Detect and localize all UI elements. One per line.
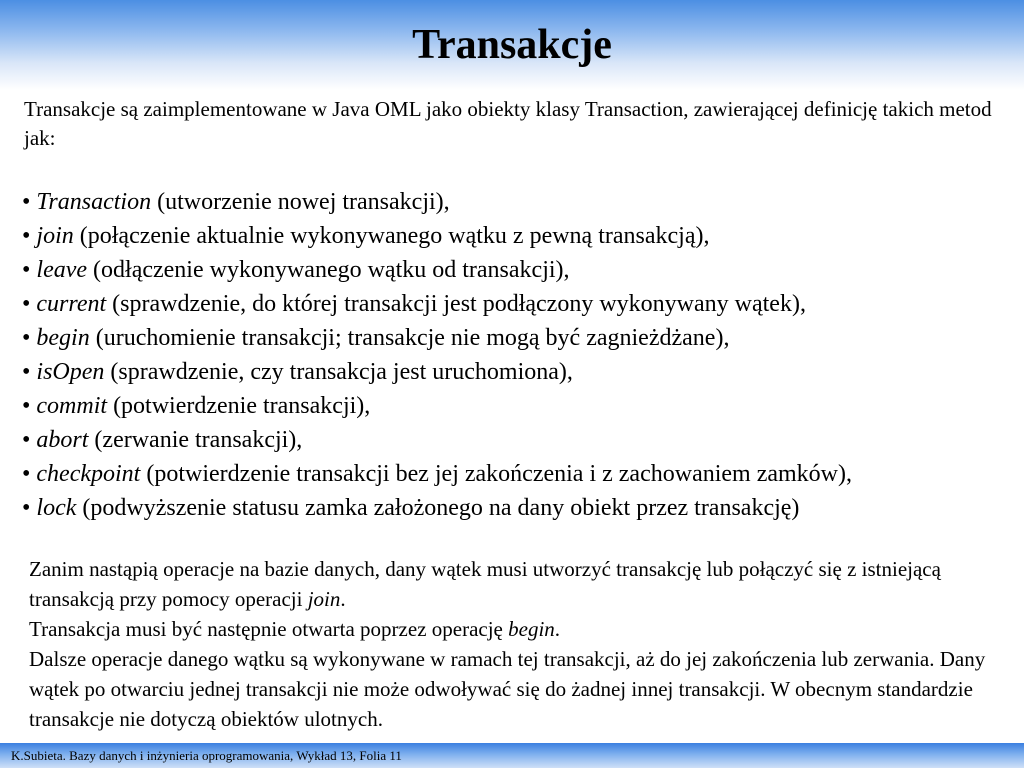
method-description: (uruchomienie transakcji; transakcje nie mogą być zagnieżdżane), xyxy=(95,325,730,351)
notes-paragraph-3: Dalsze operacje danego wątku są wykonywane w ramach tej transakcji, aż do jej zakończenia lub zerwania. Dany wątek po otwarciu jednej transakcji nie może odwoływać się do żadnej innej transakcji. W obecnym standardzie transakcje nie dotyczą obiektów ulotnych. xyxy=(29,647,986,731)
intro-paragraph: Transakcje są zaimplementowane w Java OML jako obiekty klasy Transaction, zawierającej definicję takich metod jak: xyxy=(24,97,992,150)
method-description: (sprawdzenie, czy transakcja jest uruchomiona), xyxy=(110,359,573,385)
method-name: Transaction xyxy=(36,189,152,215)
method-name: abort xyxy=(36,427,89,453)
notes-paragraph-2 xyxy=(29,614,1009,644)
bullet-marker: • xyxy=(22,495,31,521)
method-item xyxy=(22,321,1012,355)
notes-text: Zanim nastąpią operacje na bazie danych, dany wątek musi utworzyć transakcję lub połączyć się z istniejącą transakcją przy pomocy operacji xyxy=(29,557,941,611)
method-name: current xyxy=(36,291,107,317)
method-item xyxy=(22,253,1012,287)
notes-operation-name: begin xyxy=(508,617,555,641)
notes-punct: . xyxy=(554,617,561,641)
method-item xyxy=(22,185,1012,219)
bullet-marker: • xyxy=(22,359,31,385)
notes-operation-name: join xyxy=(307,587,341,611)
slide-title: Transakcje xyxy=(412,22,612,68)
footer-caption: K.Subieta. Bazy danych i inżynieria oprogramowania, Wykład 13, Folia 11 xyxy=(11,748,402,763)
bullet-marker: • xyxy=(22,257,31,283)
method-item xyxy=(22,355,1012,389)
method-list xyxy=(22,185,1012,525)
method-description: (podwyższenie statusu zamka założonego na dany obiekt przez transakcję) xyxy=(82,495,800,521)
method-item xyxy=(22,457,1012,491)
notes-punct: . xyxy=(340,587,346,611)
method-name: join xyxy=(36,223,74,249)
notes-paragraph-1 xyxy=(29,554,1009,614)
method-description: (potwierdzenie transakcji bez jej zakończenia i z zachowaniem zamków), xyxy=(146,461,853,487)
footer-band xyxy=(0,743,1024,768)
method-description: (połączenie aktualnie wykonywanego wątku z pewną transakcją), xyxy=(79,223,710,249)
bullet-marker: • xyxy=(22,291,31,317)
method-item xyxy=(22,287,1012,321)
method-item xyxy=(22,219,1012,253)
bullet-marker: • xyxy=(22,223,31,249)
method-description: (odłączenie wykonywanego wątku od transakcji), xyxy=(93,257,570,283)
notes-section xyxy=(29,554,1009,734)
method-description: (zerwanie transakcji), xyxy=(94,427,303,453)
method-name: commit xyxy=(36,393,108,419)
method-name: begin xyxy=(36,325,90,351)
bullet-marker: • xyxy=(22,189,31,215)
method-item xyxy=(22,491,1012,525)
bullet-marker: • xyxy=(22,325,31,351)
method-item xyxy=(22,389,1012,423)
bullet-marker: • xyxy=(22,393,31,419)
method-item xyxy=(22,423,1012,457)
method-name: checkpoint xyxy=(36,461,141,487)
method-name: lock xyxy=(36,495,77,521)
notes-text: Transakcja musi być następnie otwarta poprzez operację xyxy=(29,617,509,641)
bullet-marker: • xyxy=(22,461,31,487)
method-description: (utworzenie nowej transakcji), xyxy=(157,189,450,215)
method-name: isOpen xyxy=(36,359,105,385)
method-description: (sprawdzenie, do której transakcji jest podłączony wykonywany wątek), xyxy=(112,291,806,317)
method-name: leave xyxy=(36,257,88,283)
method-description: (potwierdzenie transakcji), xyxy=(113,393,371,419)
bullet-marker: • xyxy=(22,427,31,453)
